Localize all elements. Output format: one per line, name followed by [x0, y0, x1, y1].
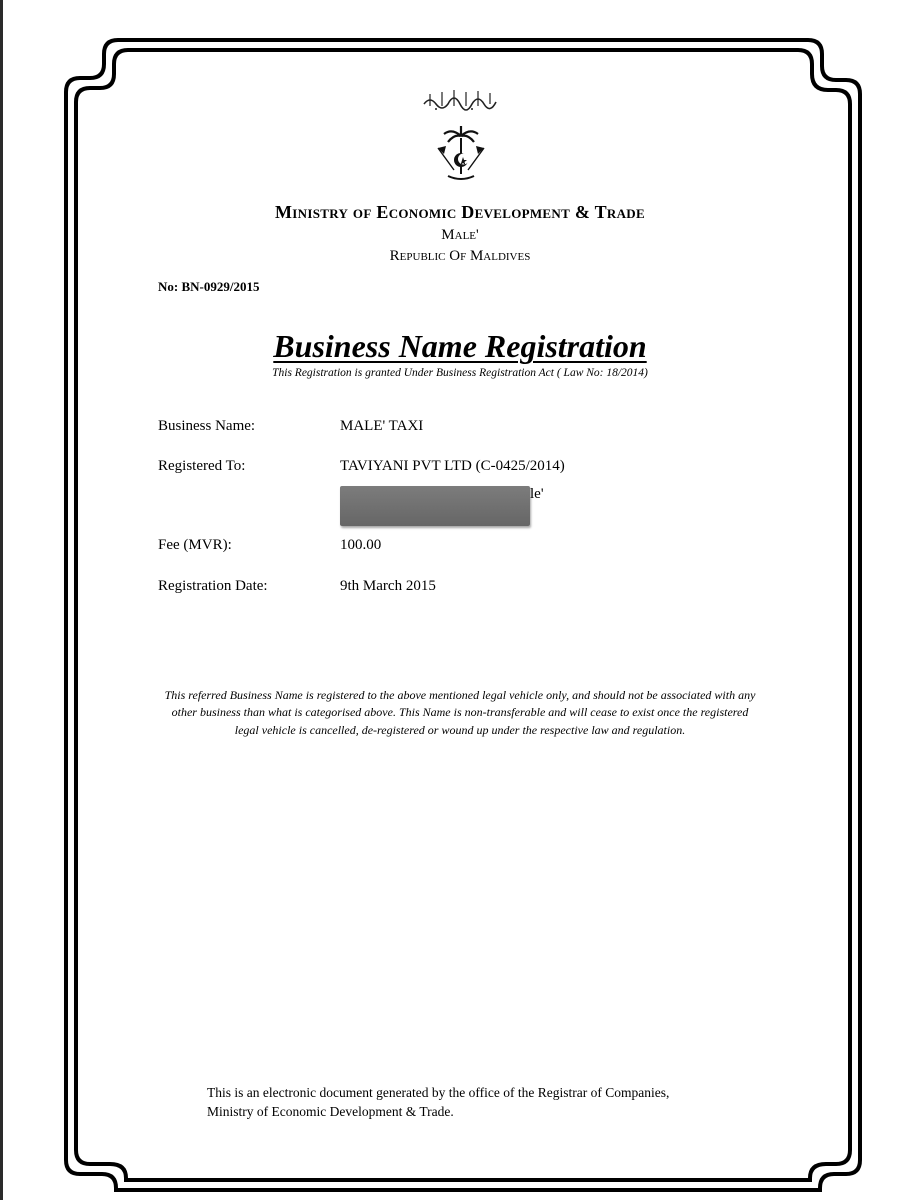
business-name-value: MALE' TAXI	[340, 418, 424, 434]
fee-value: 100.00	[340, 537, 382, 553]
bismillah-calligraphy	[0, 86, 920, 117]
redacted-address	[340, 486, 530, 526]
registered-to-label: Registered To:	[158, 458, 246, 474]
registered-to-value: TAVIYANI PVT LTD (C-0425/2014)	[340, 458, 565, 474]
disclaimer-text: This referred Business Name is registered to the above mentioned legal vehicle only, and should not be associated with any other business than what is categorised above. This Name is non-transferable and will cease to exist once the registered legal vehicle is cancelled, de-registered or wound up under the respective law and regulation.	[164, 688, 756, 737]
maldives-emblem	[430, 124, 492, 191]
business-name-label: Business Name:	[158, 418, 256, 434]
city-name: Male'	[441, 227, 479, 243]
footer-note: This is an electronic document generated by the office of the Registrar of Companies, Ministry of Economic Development & Trade.	[207, 1085, 670, 1119]
certificate-title: Business Name Registration	[273, 328, 647, 364]
certificate-subtitle: This Registration is granted Under Business Registration Act ( Law No: 18/2014)	[272, 367, 648, 379]
ministry-name: Ministry of Economic Development & Trade	[275, 202, 645, 222]
fee-label: Fee (MVR):	[158, 537, 232, 553]
registration-date-label: Registration Date:	[158, 578, 268, 594]
redacted-address-tail: le'	[530, 486, 544, 502]
country-name: Republic Of Maldives	[389, 248, 531, 264]
registration-date-value: 9th March 2015	[340, 578, 436, 594]
registration-number: No: BN-0929/2015	[158, 279, 260, 294]
